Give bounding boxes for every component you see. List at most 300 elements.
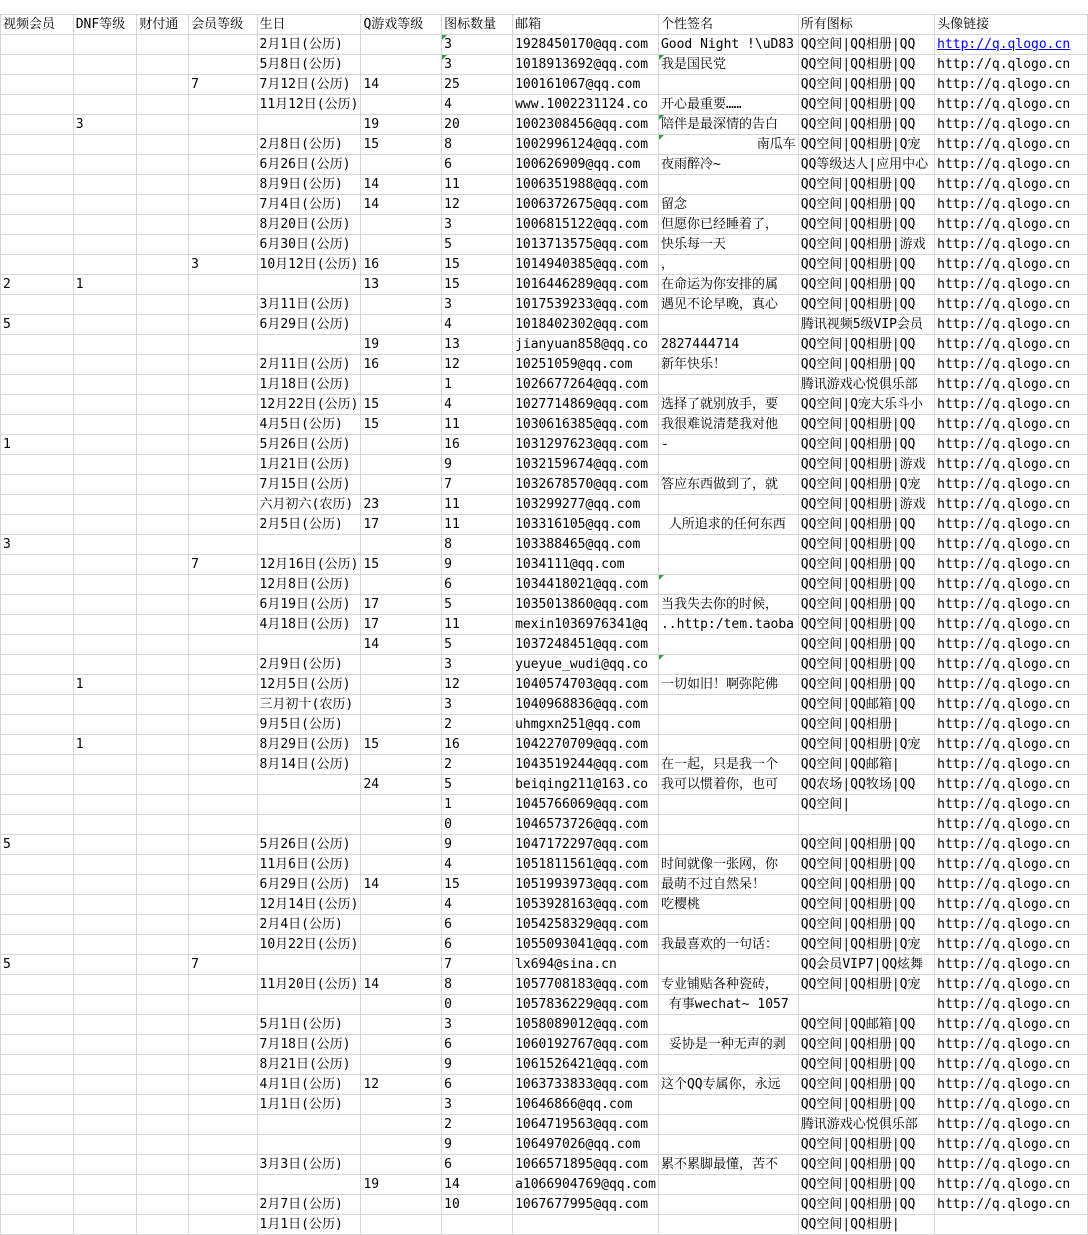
cell-v-row46[interactable] — [1, 935, 74, 955]
cell-q-row34[interactable] — [361, 695, 442, 715]
avatar-hyperlink[interactable]: http://q.qlogo.cn — [937, 37, 1071, 52]
cell-i-row46[interactable] — [442, 935, 513, 955]
cell-i-row22[interactable] — [442, 455, 513, 475]
cell-d-row10[interactable] — [73, 215, 137, 235]
cell-s-row42[interactable] — [658, 855, 798, 875]
cell-e-row15[interactable] — [513, 315, 659, 335]
cell-a-row57[interactable] — [798, 1155, 934, 1175]
cell-a-row25[interactable] — [798, 515, 934, 535]
col-header-d[interactable]: DNF等级 — [73, 15, 137, 35]
cell-v-row3[interactable] — [1, 75, 74, 95]
cell-a-row49[interactable] — [798, 995, 934, 1015]
cell-q-row59[interactable] — [361, 1195, 442, 1215]
cell-m-row2[interactable] — [189, 55, 257, 75]
cell-s-row20[interactable] — [658, 415, 798, 435]
cell-i-row41[interactable] — [442, 835, 513, 855]
cell-b-row7[interactable] — [257, 155, 361, 175]
cell-u-row47[interactable] — [935, 955, 1088, 975]
cell-i-row57[interactable] — [442, 1155, 513, 1175]
cell-t-row22[interactable] — [137, 455, 189, 475]
cell-m-row25[interactable] — [189, 515, 257, 535]
cell-v-row18[interactable] — [1, 375, 74, 395]
cell-q-row37[interactable] — [361, 755, 442, 775]
cell-i-row49[interactable] — [442, 995, 513, 1015]
cell-v-row39[interactable] — [1, 795, 74, 815]
cell-u-row4[interactable] — [935, 95, 1088, 115]
cell-b-row34[interactable] — [257, 695, 361, 715]
cell-q-row13[interactable] — [361, 275, 442, 295]
cell-a-row55[interactable] — [798, 1115, 934, 1135]
cell-e-row44[interactable] — [513, 895, 659, 915]
cell-d-row2[interactable] — [73, 55, 137, 75]
cell-t-row48[interactable] — [137, 975, 189, 995]
cell-b-row3[interactable] — [257, 75, 361, 95]
cell-b-row39[interactable] — [257, 795, 361, 815]
cell-i-row9[interactable] — [442, 195, 513, 215]
cell-m-row51[interactable] — [189, 1035, 257, 1055]
cell-b-row36[interactable] — [257, 735, 361, 755]
cell-b-row27[interactable] — [257, 555, 361, 575]
cell-i-row17[interactable] — [442, 355, 513, 375]
cell-s-row5[interactable] — [658, 115, 798, 135]
cell-b-row26[interactable] — [257, 535, 361, 555]
cell-m-row34[interactable] — [189, 695, 257, 715]
cell-s-row46[interactable] — [658, 935, 798, 955]
cell-m-row16[interactable] — [189, 335, 257, 355]
cell-i-row55[interactable] — [442, 1115, 513, 1135]
cell-t-row12[interactable] — [137, 255, 189, 275]
cell-q-row5[interactable] — [361, 115, 442, 135]
cell-e-row14[interactable] — [513, 295, 659, 315]
cell-u-row40[interactable] — [935, 815, 1088, 835]
cell-v-row10[interactable] — [1, 215, 74, 235]
cell-e-row24[interactable] — [513, 495, 659, 515]
cell-d-row45[interactable] — [73, 915, 137, 935]
cell-v-row28[interactable] — [1, 575, 74, 595]
cell-e-row13[interactable] — [513, 275, 659, 295]
cell-d-row15[interactable] — [73, 315, 137, 335]
cell-i-row36[interactable] — [442, 735, 513, 755]
cell-t-row30[interactable] — [137, 615, 189, 635]
cell-d-row27[interactable] — [73, 555, 137, 575]
cell-i-row11[interactable] — [442, 235, 513, 255]
cell-a-row6[interactable] — [798, 135, 934, 155]
cell-i-row44[interactable] — [442, 895, 513, 915]
cell-q-row46[interactable] — [361, 935, 442, 955]
cell-q-row16[interactable] — [361, 335, 442, 355]
cell-m-row29[interactable] — [189, 595, 257, 615]
cell-t-row59[interactable] — [137, 1195, 189, 1215]
cell-t-row33[interactable] — [137, 675, 189, 695]
cell-e-row53[interactable] — [513, 1075, 659, 1095]
cell-q-row35[interactable] — [361, 715, 442, 735]
cell-e-row41[interactable] — [513, 835, 659, 855]
cell-e-row60[interactable] — [513, 1215, 659, 1235]
cell-d-row9[interactable] — [73, 195, 137, 215]
cell-q-row30[interactable] — [361, 615, 442, 635]
cell-i-row26[interactable] — [442, 535, 513, 555]
cell-a-row54[interactable] — [798, 1095, 934, 1115]
cell-u-row12[interactable] — [935, 255, 1088, 275]
cell-m-row57[interactable] — [189, 1155, 257, 1175]
cell-b-row58[interactable] — [257, 1175, 361, 1195]
cell-a-row48[interactable] — [798, 975, 934, 995]
cell-t-row13[interactable] — [137, 275, 189, 295]
cell-s-row10[interactable] — [658, 215, 798, 235]
cell-u-row6[interactable] — [935, 135, 1088, 155]
cell-e-row49[interactable] — [513, 995, 659, 1015]
cell-t-row6[interactable] — [137, 135, 189, 155]
cell-t-row36[interactable] — [137, 735, 189, 755]
cell-a-row7[interactable] — [798, 155, 934, 175]
cell-a-row4[interactable] — [798, 95, 934, 115]
cell-e-row43[interactable] — [513, 875, 659, 895]
cell-a-row24[interactable] — [798, 495, 934, 515]
cell-d-row37[interactable] — [73, 755, 137, 775]
cell-u-row9[interactable] — [935, 195, 1088, 215]
cell-t-row7[interactable] — [137, 155, 189, 175]
cell-v-row4[interactable] — [1, 95, 74, 115]
cell-e-row42[interactable] — [513, 855, 659, 875]
cell-t-row43[interactable] — [137, 875, 189, 895]
cell-i-row18[interactable] — [442, 375, 513, 395]
cell-u-row32[interactable] — [935, 655, 1088, 675]
cell-m-row18[interactable] — [189, 375, 257, 395]
cell-b-row9[interactable] — [257, 195, 361, 215]
cell-s-row41[interactable] — [658, 835, 798, 855]
cell-i-row16[interactable] — [442, 335, 513, 355]
cell-m-row60[interactable] — [189, 1215, 257, 1235]
cell-d-row50[interactable] — [73, 1015, 137, 1035]
cell-a-row3[interactable] — [798, 75, 934, 95]
cell-i-row56[interactable] — [442, 1135, 513, 1155]
cell-u-row13[interactable] — [935, 275, 1088, 295]
cell-v-row1[interactable] — [1, 35, 74, 55]
cell-i-row2[interactable] — [442, 55, 513, 75]
cell-b-row45[interactable] — [257, 915, 361, 935]
cell-e-row8[interactable] — [513, 175, 659, 195]
cell-i-row4[interactable] — [442, 95, 513, 115]
cell-q-row47[interactable] — [361, 955, 442, 975]
cell-e-row46[interactable] — [513, 935, 659, 955]
cell-v-row36[interactable] — [1, 735, 74, 755]
cell-s-row32[interactable] — [658, 655, 798, 675]
cell-s-row54[interactable] — [658, 1095, 798, 1115]
cell-u-row17[interactable] — [935, 355, 1088, 375]
cell-q-row3[interactable] — [361, 75, 442, 95]
cell-m-row13[interactable] — [189, 275, 257, 295]
cell-t-row49[interactable] — [137, 995, 189, 1015]
cell-v-row21[interactable] — [1, 435, 74, 455]
cell-a-row8[interactable] — [798, 175, 934, 195]
cell-d-row43[interactable] — [73, 875, 137, 895]
cell-t-row46[interactable] — [137, 935, 189, 955]
cell-s-row34[interactable] — [658, 695, 798, 715]
cell-q-row55[interactable] — [361, 1115, 442, 1135]
cell-i-row8[interactable] — [442, 175, 513, 195]
cell-d-row13[interactable] — [73, 275, 137, 295]
cell-m-row40[interactable] — [189, 815, 257, 835]
cell-b-row38[interactable] — [257, 775, 361, 795]
cell-v-row31[interactable] — [1, 635, 74, 655]
cell-i-row58[interactable] — [442, 1175, 513, 1195]
cell-q-row29[interactable] — [361, 595, 442, 615]
cell-u-row54[interactable] — [935, 1095, 1088, 1115]
cell-d-row44[interactable] — [73, 895, 137, 915]
cell-v-row44[interactable] — [1, 895, 74, 915]
cell-v-row49[interactable] — [1, 995, 74, 1015]
cell-e-row1[interactable] — [513, 35, 659, 55]
cell-q-row43[interactable] — [361, 875, 442, 895]
cell-b-row32[interactable] — [257, 655, 361, 675]
cell-d-row18[interactable] — [73, 375, 137, 395]
cell-m-row52[interactable] — [189, 1055, 257, 1075]
cell-u-row56[interactable] — [935, 1135, 1088, 1155]
cell-t-row41[interactable] — [137, 835, 189, 855]
cell-v-row47[interactable] — [1, 955, 74, 975]
cell-b-row57[interactable] — [257, 1155, 361, 1175]
cell-e-row59[interactable] — [513, 1195, 659, 1215]
cell-m-row41[interactable] — [189, 835, 257, 855]
cell-s-row39[interactable] — [658, 795, 798, 815]
cell-a-row27[interactable] — [798, 555, 934, 575]
cell-a-row51[interactable] — [798, 1035, 934, 1055]
cell-i-row10[interactable] — [442, 215, 513, 235]
cell-b-row53[interactable] — [257, 1075, 361, 1095]
cell-v-row16[interactable] — [1, 335, 74, 355]
cell-v-row56[interactable] — [1, 1135, 74, 1155]
cell-v-row25[interactable] — [1, 515, 74, 535]
cell-s-row17[interactable] — [658, 355, 798, 375]
cell-v-row54[interactable] — [1, 1095, 74, 1115]
cell-u-row33[interactable] — [935, 675, 1088, 695]
cell-t-row15[interactable] — [137, 315, 189, 335]
cell-v-row35[interactable] — [1, 715, 74, 735]
cell-u-row48[interactable] — [935, 975, 1088, 995]
cell-t-row39[interactable] — [137, 795, 189, 815]
cell-t-row50[interactable] — [137, 1015, 189, 1035]
cell-m-row37[interactable] — [189, 755, 257, 775]
cell-a-row50[interactable] — [798, 1015, 934, 1035]
cell-t-row18[interactable] — [137, 375, 189, 395]
cell-s-row55[interactable] — [658, 1115, 798, 1135]
cell-e-row25[interactable] — [513, 515, 659, 535]
cell-u-row38[interactable] — [935, 775, 1088, 795]
cell-b-row4[interactable] — [257, 95, 361, 115]
cell-m-row1[interactable] — [189, 35, 257, 55]
cell-i-row23[interactable] — [442, 475, 513, 495]
cell-e-row6[interactable] — [513, 135, 659, 155]
cell-u-row20[interactable] — [935, 415, 1088, 435]
cell-q-row25[interactable] — [361, 515, 442, 535]
col-header-v[interactable]: 视频会员 — [1, 15, 74, 35]
cell-e-row47[interactable] — [513, 955, 659, 975]
cell-s-row21[interactable] — [658, 435, 798, 455]
cell-m-row49[interactable] — [189, 995, 257, 1015]
cell-m-row43[interactable] — [189, 875, 257, 895]
cell-t-row57[interactable] — [137, 1155, 189, 1175]
col-header-b[interactable]: 生日 — [257, 15, 361, 35]
cell-e-row31[interactable] — [513, 635, 659, 655]
cell-e-row37[interactable] — [513, 755, 659, 775]
cell-u-row18[interactable] — [935, 375, 1088, 395]
cell-i-row19[interactable] — [442, 395, 513, 415]
cell-b-row18[interactable] — [257, 375, 361, 395]
cell-t-row51[interactable] — [137, 1035, 189, 1055]
cell-s-row28[interactable] — [658, 575, 798, 595]
cell-e-row23[interactable] — [513, 475, 659, 495]
cell-e-row54[interactable] — [513, 1095, 659, 1115]
cell-m-row38[interactable] — [189, 775, 257, 795]
cell-d-row38[interactable] — [73, 775, 137, 795]
cell-b-row33[interactable] — [257, 675, 361, 695]
cell-u-row45[interactable] — [935, 915, 1088, 935]
cell-q-row60[interactable] — [361, 1215, 442, 1235]
cell-i-row30[interactable] — [442, 615, 513, 635]
cell-e-row10[interactable] — [513, 215, 659, 235]
cell-s-row26[interactable] — [658, 535, 798, 555]
cell-v-row26[interactable] — [1, 535, 74, 555]
cell-s-row57[interactable] — [658, 1155, 798, 1175]
cell-a-row14[interactable] — [798, 295, 934, 315]
cell-i-row29[interactable] — [442, 595, 513, 615]
cell-e-row55[interactable] — [513, 1115, 659, 1135]
cell-i-row6[interactable] — [442, 135, 513, 155]
cell-s-row19[interactable] — [658, 395, 798, 415]
cell-u-row29[interactable] — [935, 595, 1088, 615]
cell-d-row39[interactable] — [73, 795, 137, 815]
cell-t-row28[interactable] — [137, 575, 189, 595]
cell-s-row48[interactable] — [658, 975, 798, 995]
cell-m-row36[interactable] — [189, 735, 257, 755]
cell-a-row58[interactable] — [798, 1175, 934, 1195]
cell-q-row9[interactable] — [361, 195, 442, 215]
cell-s-row22[interactable] — [658, 455, 798, 475]
cell-u-row25[interactable] — [935, 515, 1088, 535]
cell-s-row45[interactable] — [658, 915, 798, 935]
cell-m-row39[interactable] — [189, 795, 257, 815]
cell-e-row19[interactable] — [513, 395, 659, 415]
cell-v-row13[interactable] — [1, 275, 74, 295]
cell-d-row21[interactable] — [73, 435, 137, 455]
cell-s-row8[interactable] — [658, 175, 798, 195]
cell-s-row4[interactable] — [658, 95, 798, 115]
cell-e-row18[interactable] — [513, 375, 659, 395]
cell-a-row46[interactable] — [798, 935, 934, 955]
cell-t-row34[interactable] — [137, 695, 189, 715]
cell-m-row4[interactable] — [189, 95, 257, 115]
cell-d-row17[interactable] — [73, 355, 137, 375]
cell-u-row10[interactable] — [935, 215, 1088, 235]
cell-a-row36[interactable] — [798, 735, 934, 755]
cell-d-row47[interactable] — [73, 955, 137, 975]
cell-s-row51[interactable] — [658, 1035, 798, 1055]
cell-u-row51[interactable] — [935, 1035, 1088, 1055]
cell-v-row59[interactable] — [1, 1195, 74, 1215]
cell-v-row6[interactable] — [1, 135, 74, 155]
cell-q-row28[interactable] — [361, 575, 442, 595]
cell-q-row36[interactable] — [361, 735, 442, 755]
cell-e-row17[interactable] — [513, 355, 659, 375]
cell-i-row37[interactable] — [442, 755, 513, 775]
cell-u-row1[interactable] — [935, 35, 1088, 55]
cell-s-row44[interactable] — [658, 895, 798, 915]
cell-a-row9[interactable] — [798, 195, 934, 215]
cell-v-row50[interactable] — [1, 1015, 74, 1035]
cell-b-row51[interactable] — [257, 1035, 361, 1055]
cell-q-row38[interactable] — [361, 775, 442, 795]
cell-s-row40[interactable] — [658, 815, 798, 835]
cell-t-row26[interactable] — [137, 535, 189, 555]
cell-e-row12[interactable] — [513, 255, 659, 275]
cell-u-row60[interactable] — [935, 1215, 1088, 1235]
cell-u-row21[interactable] — [935, 435, 1088, 455]
cell-v-row53[interactable] — [1, 1075, 74, 1095]
cell-e-row51[interactable] — [513, 1035, 659, 1055]
cell-a-row40[interactable] — [798, 815, 934, 835]
cell-u-row27[interactable] — [935, 555, 1088, 575]
cell-q-row31[interactable] — [361, 635, 442, 655]
cell-t-row32[interactable] — [137, 655, 189, 675]
cell-t-row31[interactable] — [137, 635, 189, 655]
cell-b-row46[interactable] — [257, 935, 361, 955]
cell-v-row20[interactable] — [1, 415, 74, 435]
cell-d-row49[interactable] — [73, 995, 137, 1015]
cell-s-row52[interactable] — [658, 1055, 798, 1075]
cell-m-row12[interactable] — [189, 255, 257, 275]
col-header-u[interactable]: 头像链接 — [935, 15, 1088, 35]
cell-q-row1[interactable] — [361, 35, 442, 55]
cell-t-row23[interactable] — [137, 475, 189, 495]
cell-b-row42[interactable] — [257, 855, 361, 875]
cell-d-row53[interactable] — [73, 1075, 137, 1095]
cell-t-row37[interactable] — [137, 755, 189, 775]
cell-m-row53[interactable] — [189, 1075, 257, 1095]
cell-m-row5[interactable] — [189, 115, 257, 135]
cell-i-row52[interactable] — [442, 1055, 513, 1075]
cell-s-row15[interactable] — [658, 315, 798, 335]
cell-d-row14[interactable] — [73, 295, 137, 315]
cell-b-row37[interactable] — [257, 755, 361, 775]
cell-i-row21[interactable] — [442, 435, 513, 455]
cell-t-row56[interactable] — [137, 1135, 189, 1155]
cell-t-row45[interactable] — [137, 915, 189, 935]
cell-a-row10[interactable] — [798, 215, 934, 235]
cell-v-row60[interactable] — [1, 1215, 74, 1235]
cell-q-row12[interactable] — [361, 255, 442, 275]
cell-d-row32[interactable] — [73, 655, 137, 675]
cell-s-row11[interactable] — [658, 235, 798, 255]
cell-d-row52[interactable] — [73, 1055, 137, 1075]
cell-a-row38[interactable] — [798, 775, 934, 795]
cell-a-row11[interactable] — [798, 235, 934, 255]
cell-i-row20[interactable] — [442, 415, 513, 435]
cell-v-row37[interactable] — [1, 755, 74, 775]
cell-v-row19[interactable] — [1, 395, 74, 415]
cell-b-row6[interactable] — [257, 135, 361, 155]
cell-q-row6[interactable] — [361, 135, 442, 155]
cell-q-row2[interactable] — [361, 55, 442, 75]
cell-u-row55[interactable] — [935, 1115, 1088, 1135]
cell-b-row20[interactable] — [257, 415, 361, 435]
cell-m-row9[interactable] — [189, 195, 257, 215]
cell-v-row2[interactable] — [1, 55, 74, 75]
cell-s-row1[interactable] — [658, 35, 798, 55]
cell-q-row20[interactable] — [361, 415, 442, 435]
cell-i-row33[interactable] — [442, 675, 513, 695]
cell-u-row26[interactable] — [935, 535, 1088, 555]
cell-e-row9[interactable] — [513, 195, 659, 215]
